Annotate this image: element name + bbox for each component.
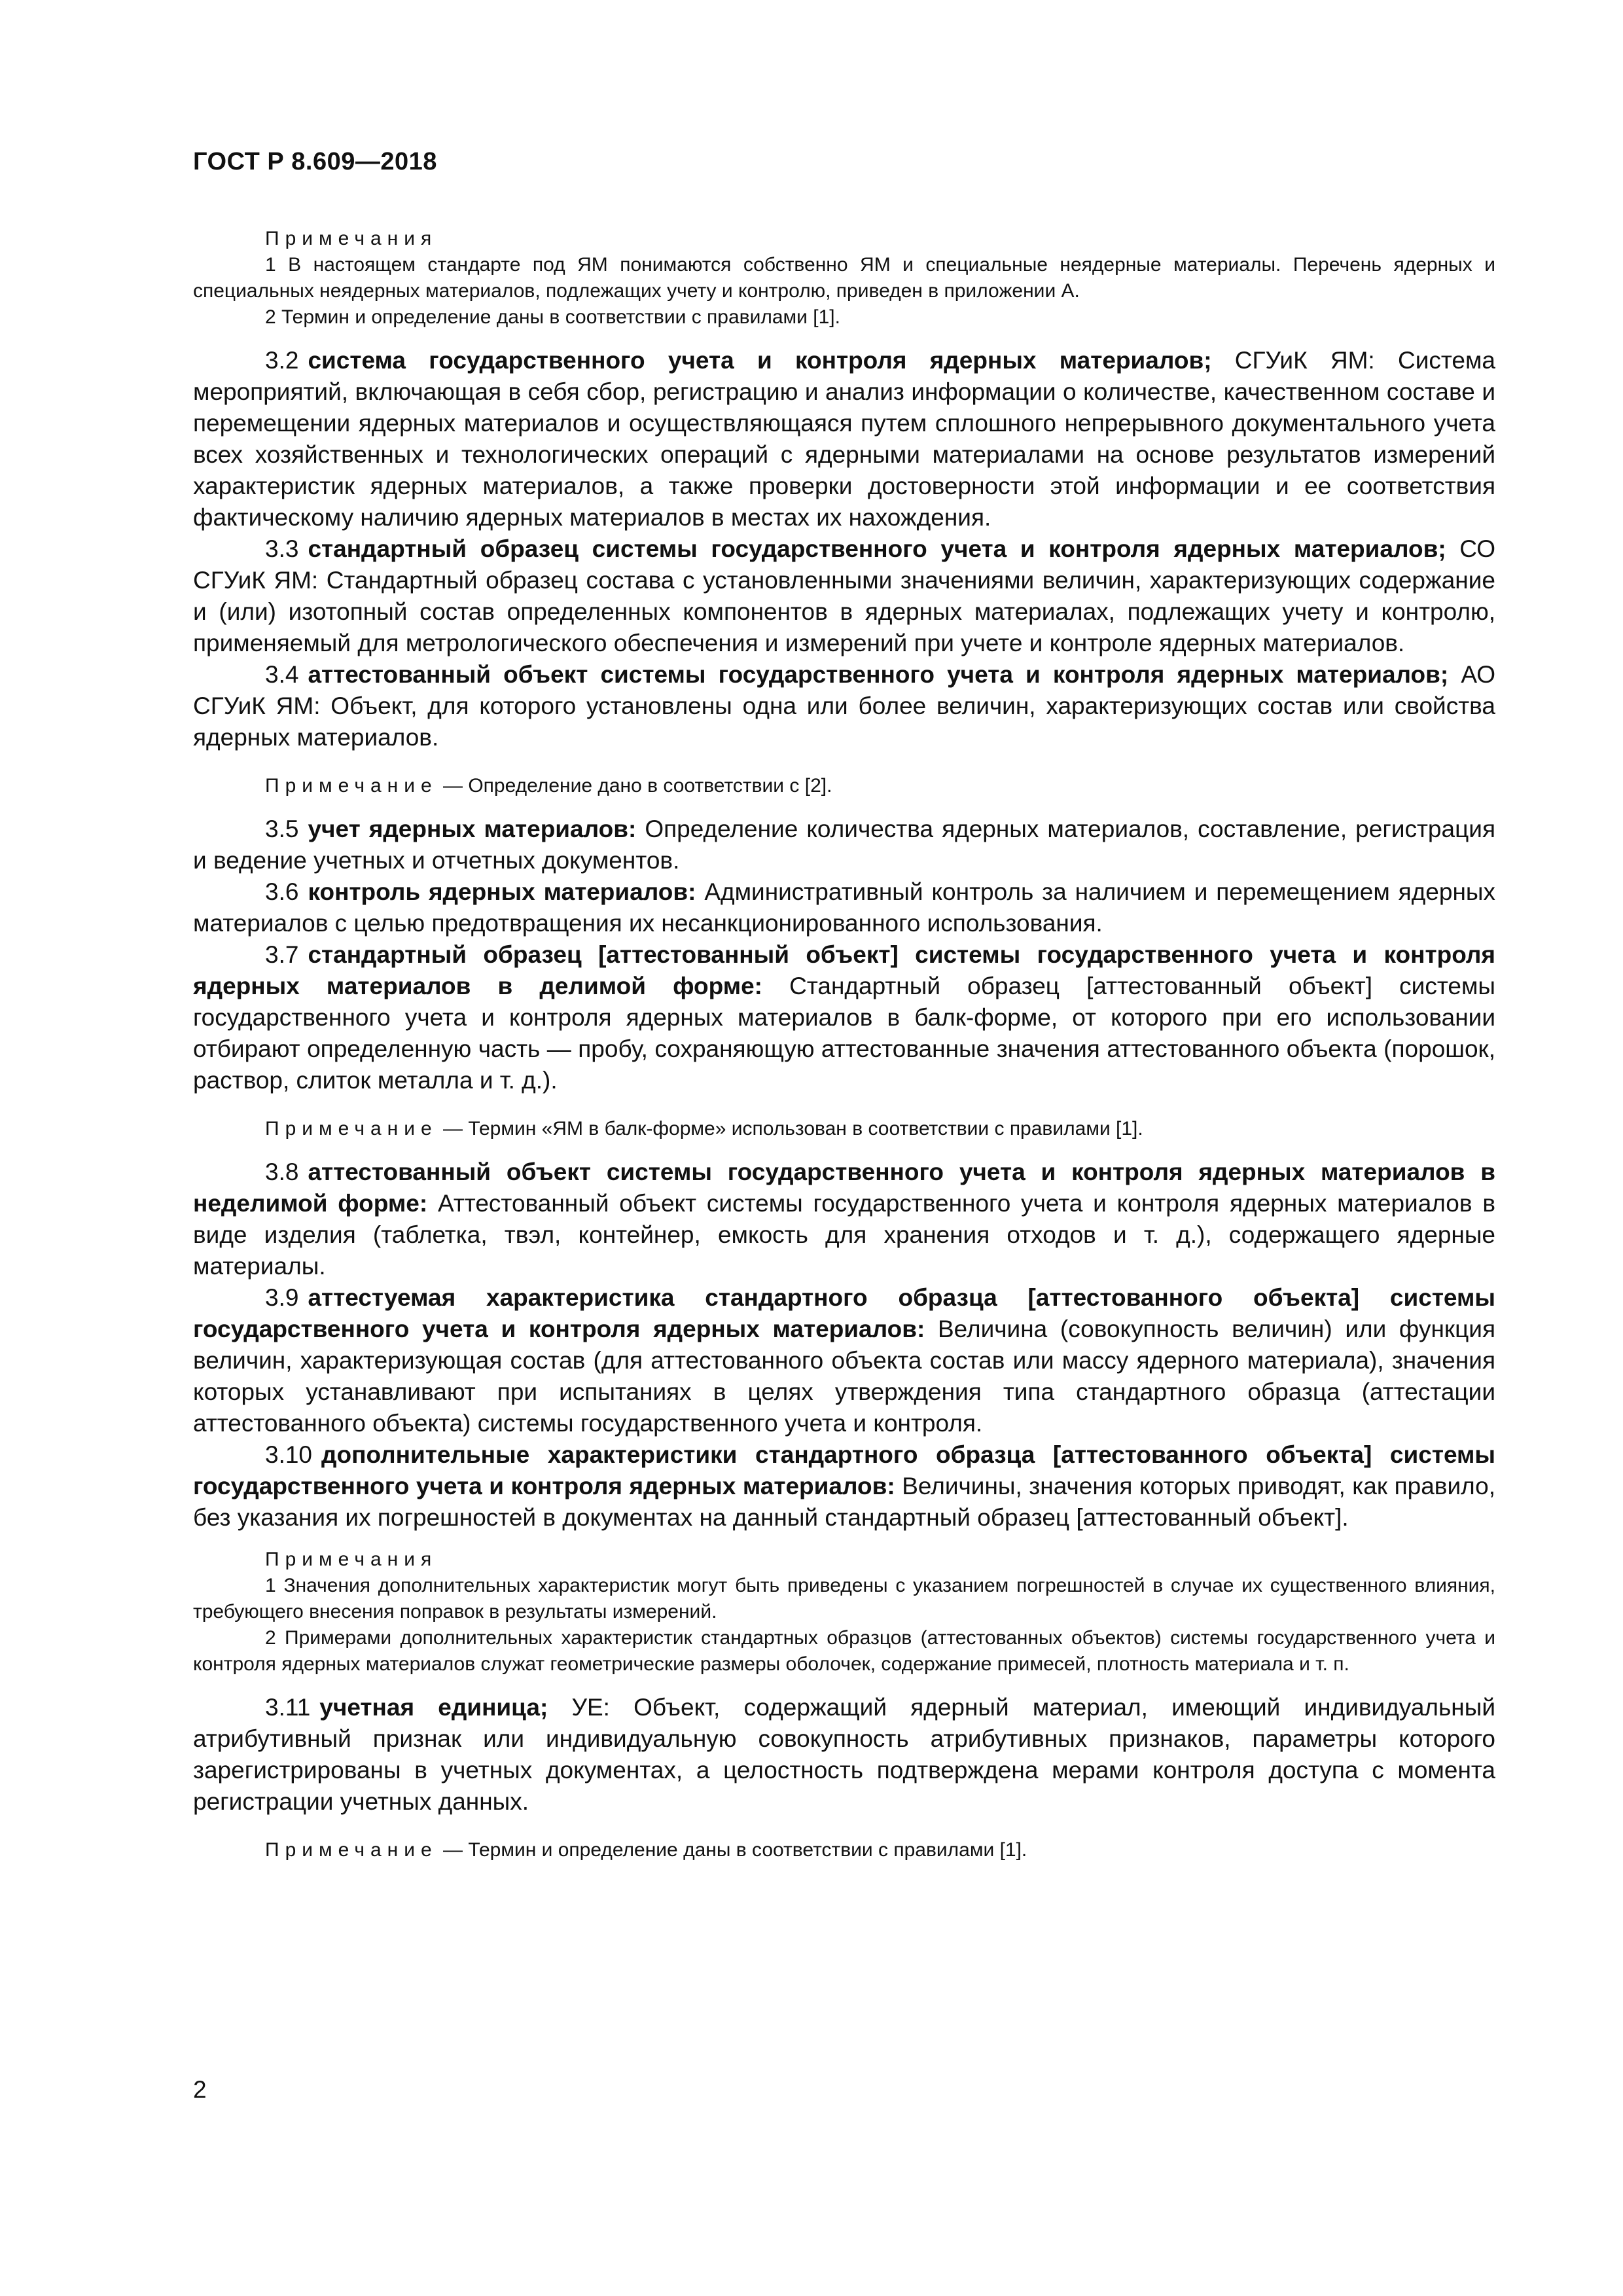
definition-text: Стандартный образец [аттестованный объект] системы государственного учета и контроля ядерных материалов в балк-форме, от которого при его использовании отбирают определенную часть — пробу, сохраняющую аттестованные значения аттестованного объекта (порошок, раствор, слиток металла и т. д.). <box>193 973 1495 1094</box>
document-body <box>193 226 1495 1863</box>
definition-3-6 <box>193 876 1495 939</box>
definition-text: Аттестованный объект системы государственного учета и контроля ядерных материалов в виде изделия (таблетка, твэл, контейнер, емкость для хранения отходов и т. д.), содержащего ядерные материалы. <box>193 1190 1495 1280</box>
definition-3-10 <box>193 1439 1495 1534</box>
notes-label: Примечания <box>265 228 438 249</box>
clause-number: 3.11 <box>265 1694 311 1721</box>
definition-text: СГУиК ЯМ: Система мероприятий, включающая в себя сбор, регистрацию и анализ информации о количестве, качественном составе и перемещении ядерных материалов и осуществляющаяся путем сплошного непрерывного документального учета всех хозяйственных и технологических операций с ядерными материалами на основе результатов измерений характеристик ядерных материалов, а также проверки достоверности этой информации и ее соответствия фактическому наличию ядерных материалов в местах их нахождения. <box>193 347 1495 531</box>
definition-3-9 <box>193 1282 1495 1439</box>
note-label: Примечание <box>265 1839 438 1861</box>
clause-number: 3.2 <box>265 347 299 374</box>
definition-text: Величина (совокупность величин) или функция величин, характеризующая состав (для аттестованного объекта состав или массу ядерного материала), значения которых устанавливают при испытаниях в целях утверждения типа стандартного образца (аттестации аттестованного объекта) системы государственного учета и контроля. <box>193 1316 1495 1437</box>
note-item: 1 Значения дополнительных характеристик могут быть приведены с указанием погрешностей в случае их существенного влияния, требующего внесения поправок в результаты измерений. <box>193 1575 1495 1623</box>
definition-text: Административный контроль за наличием и перемещением ядерных материалов с целью предотвращения их несанкционированного использования. <box>193 878 1495 937</box>
definition-text: АО СГУиК ЯМ: Объект, для которого установлены одна или более величин, характеризующих состав или свойства ядерных материалов. <box>193 661 1495 751</box>
term: стандартный образец системы государственного учета и контроля ядерных материалов; <box>308 535 1446 562</box>
document-code-header: ГОСТ Р 8.609—2018 <box>193 148 437 175</box>
term: аттестованный объект системы государственного учета и контроля ядерных материалов; <box>308 661 1449 688</box>
term: учет ядерных материалов: <box>308 816 637 842</box>
definition-3-8 <box>193 1157 1495 1282</box>
note-text: — Термин «ЯМ в балк-форме» использован в соответствии с правилами [1]. <box>437 1118 1143 1139</box>
term: система государственного учета и контроля ядерных материалов; <box>308 347 1212 374</box>
note-label: Примечание <box>265 775 438 797</box>
page-number: 2 <box>193 2076 207 2103</box>
definition-3-4 <box>193 659 1495 753</box>
clause-number: 3.7 <box>265 941 299 968</box>
clause-number: 3.8 <box>265 1158 299 1185</box>
note-text: — Определение дано в соответствии с [2]. <box>437 775 832 797</box>
clause-number: 3.10 <box>265 1441 313 1468</box>
term: контроль ядерных материалов: <box>308 878 696 905</box>
note-3-11 <box>193 1837 1495 1863</box>
notes-block-top <box>193 226 1495 331</box>
note-text: — Термин и определение даны в соответствии с правилами [1]. <box>437 1839 1027 1861</box>
note-item: 2 Примерами дополнительных характеристик стандартных образцов (аттестованных объектов) системы государственного учета и контроля ядерных материалов служат геометрические размеры оболочек, содержание примесей, плотность материала и т. п. <box>193 1627 1495 1675</box>
clause-number: 3.6 <box>265 878 299 905</box>
definition-3-5 <box>193 814 1495 876</box>
definition-text: Величины, значения которых приводят, как правило, без указания их погрешностей в документах на данный стандартный образец [аттестованный объект]. <box>193 1473 1495 1531</box>
note-3-7 <box>193 1116 1495 1142</box>
notes-block-3-10 <box>193 1547 1495 1677</box>
clause-number: 3.5 <box>265 816 299 842</box>
clause-number: 3.4 <box>265 661 299 688</box>
definition-3-7 <box>193 939 1495 1096</box>
definition-3-2 <box>193 345 1495 533</box>
term: учетная единица; <box>319 1694 548 1721</box>
term: аттестованный объект системы государственного учета и контроля ядерных материалов в неделимой форме: <box>193 1158 1495 1217</box>
note-label: Примечание <box>265 1118 438 1139</box>
notes-label: Примечания <box>265 1549 438 1570</box>
definition-text: СО СГУиК ЯМ: Стандартный образец состава с установленными значениями величин, характеризующих содержание и (или) изотопный состав определенных компонентов в ядерных материалах, подлежащих учету и контролю, применяемый для метрологического обеспечения и измерений при учете и контроле ядерных материалов. <box>193 535 1495 656</box>
note-item: 1 В настоящем стандарте под ЯМ понимаются собственно ЯМ и специальные неядерные материалы. Перечень ядерных и специальных неядерных материалов, подлежащих учету и контролю, приведен в приложении А. <box>193 254 1495 302</box>
note-3-4 <box>193 773 1495 799</box>
term: дополнительные характеристики стандартного образца [аттестованного объекта] системы государственного учета и контроля ядерных материалов: <box>193 1441 1495 1499</box>
definition-3-11 <box>193 1692 1495 1818</box>
note-item: 2 Термин и определение даны в соответствии с правилами [1]. <box>265 306 840 328</box>
term: стандартный образец [аттестованный объект] системы государственного учета и контроля ядерных материалов в делимой форме: <box>193 941 1495 999</box>
definition-text: УЕ: Объект, содержащий ядерный материал, имеющий индивидуальный атрибутивный признак или индивидуальную совокупность атрибутивных признаков, параметры которого зарегистрированы в учетных документах, а целостность подтверждена мерами контроля доступа с момента регистрации учетных данных. <box>193 1694 1495 1815</box>
definition-3-3 <box>193 533 1495 659</box>
clause-number: 3.9 <box>265 1284 299 1311</box>
term: аттестуемая характеристика стандартного образца [аттестованного объекта] системы государственного учета и контроля ядерных материалов: <box>193 1284 1495 1342</box>
clause-number: 3.3 <box>265 535 299 562</box>
definition-text: Определение количества ядерных материалов, составление, регистрация и ведение учетных и отчетных документов. <box>193 816 1495 874</box>
